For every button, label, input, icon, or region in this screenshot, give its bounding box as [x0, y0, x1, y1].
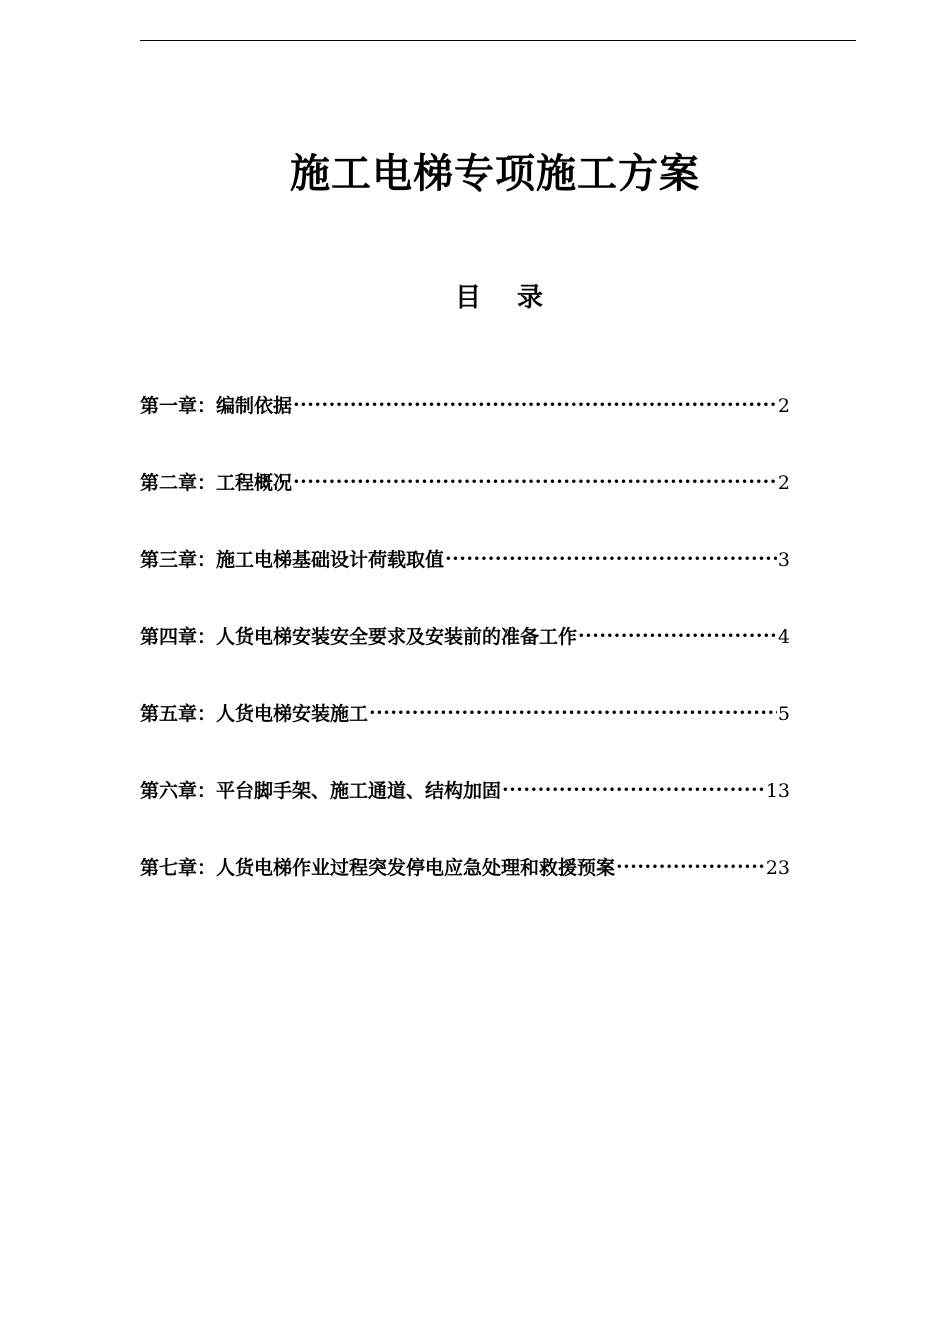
toc-entry-chapter-1[interactable]: [140, 390, 790, 467]
toc-dot-leader: [293, 466, 777, 498]
toc-entry-chapter-4[interactable]: [140, 621, 790, 698]
toc-entry-label: 第二章：工程概况: [140, 472, 293, 494]
table-of-contents: [140, 390, 790, 929]
toc-entry-page: 5: [777, 703, 790, 725]
toc-dot-leader: [293, 389, 777, 421]
document-title: 施工电梯专项施工方案: [290, 150, 700, 197]
toc-entry-label: 第七章：人货电梯作业过程突发停电应急处理和救援预案: [140, 857, 616, 879]
toc-dot-leader: [616, 851, 765, 883]
toc-entry-chapter-3[interactable]: [140, 544, 790, 621]
header-rule: [140, 40, 856, 41]
toc-dot-leader: [578, 620, 777, 652]
toc-entry-label: 第六章：平台脚手架、施工通道、结构加固: [140, 780, 502, 802]
toc-entry-label: 第一章：编制依据: [140, 395, 293, 417]
toc-entry-chapter-7[interactable]: [140, 852, 790, 929]
toc-entry-page: 13: [765, 780, 790, 802]
toc-entry-page: 2: [777, 472, 790, 494]
toc-entry-label: 第三章：施工电梯基础设计荷载取值: [140, 549, 445, 571]
toc-entry-chapter-5[interactable]: [140, 698, 790, 775]
toc-entry-label: 第五章：人货电梯安装施工: [140, 703, 369, 725]
toc-entry-label: 第四章：人货电梯安装安全要求及安装前的准备工作: [140, 626, 578, 648]
toc-heading: [0, 280, 950, 316]
toc-entry-page: 4: [777, 626, 790, 648]
toc-entry-page: 23: [765, 857, 790, 879]
toc-entry-chapter-6[interactable]: [140, 775, 790, 852]
toc-heading-char-2: 录: [517, 283, 544, 313]
toc-entry-chapter-2[interactable]: [140, 467, 790, 544]
toc-dot-leader: [369, 697, 777, 729]
toc-entry-page: 2: [777, 395, 790, 417]
toc-entry-page: 3: [777, 549, 790, 571]
toc-dot-leader: [502, 774, 765, 806]
toc-dot-leader: [445, 543, 777, 575]
toc-heading-char-1: 目: [454, 283, 481, 313]
